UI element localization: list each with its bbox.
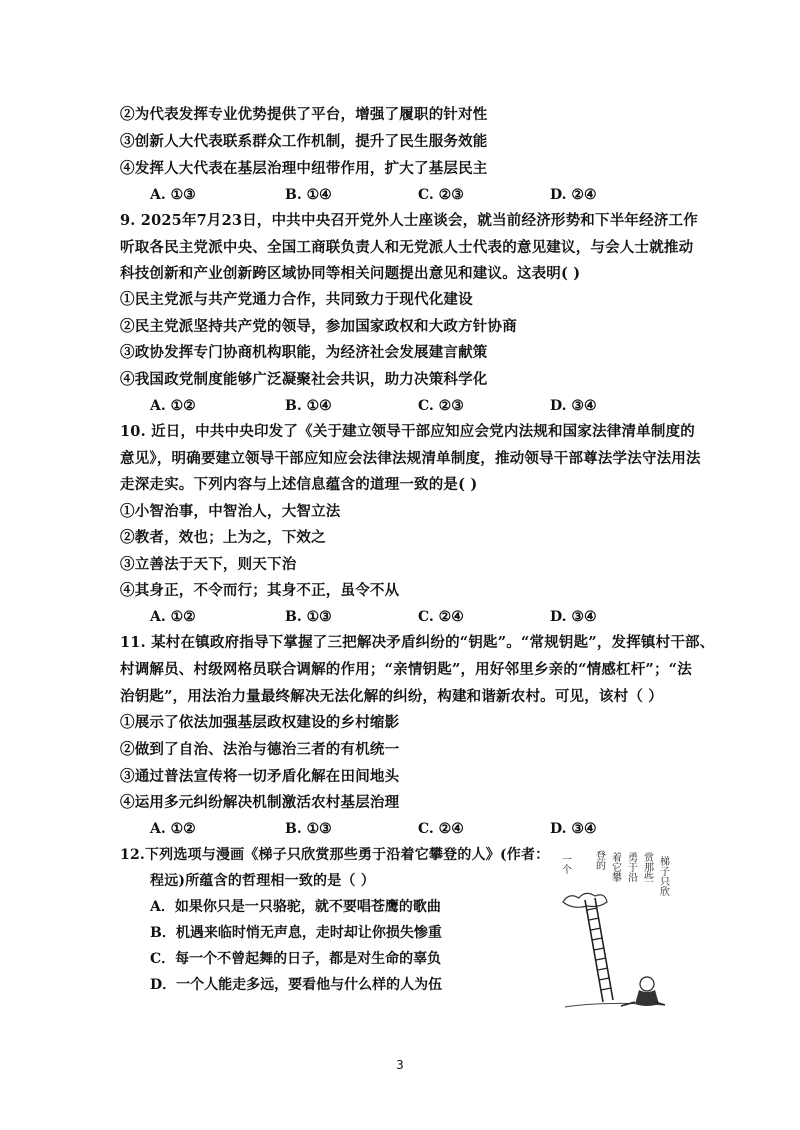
cartoon-caption-col-1: 梯子只欣 (657, 856, 669, 896)
q9-option-2: ②民主党派坚持共产党的领导，参加国家政权和大政方针协商 (120, 318, 517, 335)
q10-choice-b: B. ①③ (285, 609, 332, 625)
cartoon-caption-col-6: 一个 (559, 854, 571, 874)
q8-option-2: ②为代表发挥专业优势提供了平台，增强了履职的针对性 (120, 106, 488, 123)
q9-choice-c: C. ②③ (418, 398, 464, 414)
ladder-cartoon (555, 842, 675, 1017)
q8-choice-c: C. ②③ (418, 187, 464, 203)
q12-option-d: D．一个人能走多远，要看他与什么样的人为伍 (150, 977, 443, 993)
q10-option-4: ④其身正，不令而行；其身不正，虽令不从 (120, 582, 400, 599)
q9-choice-a: A. ①② (150, 398, 196, 414)
q11-choice-c: C. ②④ (418, 821, 464, 837)
q11-stem-line-2: 村调解员、村级网格员联合调解的作用；“亲情钥匙”，用好邻里乡亲的“情感杠杆”；“法 (120, 661, 692, 678)
q8-choices (150, 186, 620, 204)
q9-option-1: ①民主党派与共产党通力合作，共同致力于现代化建设 (120, 291, 473, 308)
q11-option-1: ①展示了依法加强基层政权建设的乡村缩影 (120, 714, 400, 731)
q9-option-4: ④我国政党制度能够广泛凝聚社会共识，助力决策科学化 (120, 371, 488, 388)
q8-option-3: ③创新人大代表联系群众工作机制，提升了民生服务效能 (120, 133, 488, 150)
cartoon-caption (560, 849, 670, 897)
q10-choices (150, 608, 620, 626)
q10-stem-line-3: 走深走实。下列内容与上述信息蕴含的道理一致的是( ) (120, 476, 478, 493)
cartoon-caption-col-3: 勇于沿 (625, 852, 637, 882)
cartoon-caption-col-2: 赏那些 (641, 852, 653, 882)
sitting-person (621, 977, 665, 1006)
q9-choice-b: B. ①④ (285, 398, 332, 414)
q11-option-2: ②做到了自治、法治与德治三者的有机统一 (120, 741, 400, 758)
q9-choice-d: D. ③④ (550, 398, 597, 414)
q10-choice-a: A. ①② (150, 609, 196, 625)
q10-option-1: ①小智治事，中智治人，大智立法 (120, 503, 341, 520)
q8-choice-a: A. ①③ (150, 187, 196, 203)
q11-option-3: ③通过普法宣传将一切矛盾化解在田间地头 (120, 768, 400, 785)
q8-choice-b: B. ①④ (285, 187, 332, 203)
q12-option-b: B．机遇来临时悄无声息，走时却让你损失惨重 (150, 925, 442, 941)
q11-stem-line-1: 11. 某村在镇政府指导下掌握了三把解决矛盾纠纷的“钥匙”。“常规钥匙”，发挥镇村干部、 (120, 634, 715, 651)
ladder-rail-left (585, 900, 603, 1002)
q12-stem-line-2: 程远)所蕴含的哲理相一致的是（ ） (150, 873, 375, 889)
q12-stem-line-1: 12.下列选项与漫画《梯子只欣赏那些勇于沿着它攀登的人》(作者： (120, 847, 550, 863)
q11-option-4: ④运用多元纠纷解决机制激活农村基层治理 (120, 794, 400, 811)
q8-option-4: ④发挥人大代表在基层治理中纽带作用，扩大了基层民主 (120, 160, 488, 177)
q10-option-2: ②教者，效也；上为之，下效之 (120, 529, 326, 546)
cartoon-caption-col-5: 登的 (593, 850, 605, 870)
q10-choice-d: D. ③④ (550, 609, 597, 625)
q12-option-a: A．如果你只是一只骆驼，就不要唱苍鹰的歌曲 (150, 899, 441, 915)
q11-choice-b: B. ①③ (285, 821, 332, 837)
q9-option-3: ③政协发挥专门协商机构职能，为经济社会发展建言献策 (120, 344, 488, 361)
q9-stem-line-3: 科技创新和产业创新跨区域协同等相关问题提出意见和建议。这表明( ) (120, 265, 581, 282)
q10-choice-c: C. ②④ (418, 609, 464, 625)
q12-option-c: C．每一个不曾起舞的日子，都是对生命的辜负 (150, 951, 442, 967)
page-number: 3 (396, 1058, 404, 1072)
cartoon-caption-col-4: 着它攀 (609, 852, 621, 882)
q9-stem-line-2: 听取各民主党派中央、全国工商联负责人和无党派人士代表的意见建议，与会人士就推动 (120, 239, 694, 256)
q11-choice-a: A. ①② (150, 821, 196, 837)
q10-option-3: ③立善法于天下，则天下治 (120, 556, 297, 573)
q11-choice-d: D. ③④ (550, 821, 597, 837)
q11-stem-line-3: 治钥匙”，用法治力量最终解决无法化解的纠纷，构建和谐新农村。可见，该村（ ） (120, 688, 663, 705)
q9-choices (150, 397, 620, 415)
q9-stem-line-1: 9. 2025年7月23日，中共中央召开党外人士座谈会，就当前经济形势和下半年经济工作 (120, 212, 698, 229)
q10-stem-line-1: 10. 近日，中共中央印发了《关于建立领导干部应知应会党内法规和国家法律清单制度的 (120, 423, 695, 440)
q8-choice-d: D. ②④ (550, 187, 597, 203)
q11-choices (150, 820, 620, 838)
q10-stem-line-2: 意见》，明确要建立领导干部应知应会法律法规清单制度，推动领导干部尊法学法守法用法 (120, 450, 701, 467)
